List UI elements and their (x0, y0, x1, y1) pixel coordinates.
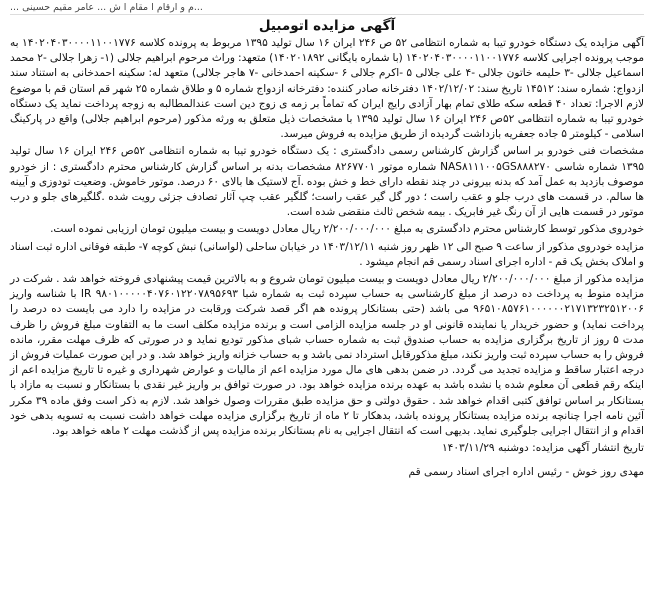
notice-title: آگهی مزایده اتومبیل (258, 18, 396, 34)
notice-paragraph-intro: آگهی مزایده یک دستگاه خودرو تیبا به شماره انتظامی ۵۲ ص ۲۴۶ ایران ۱۶ سال تولید ۱۳۹۵ مربوط به پرونده کلاسه ۱۴۰۲۰۴۰۳۰۰۰۰۱۱۰۰۱۷۷۶ به موجب پرونده اجرایی کلاسه ۱۴۰۲۰۴۰۳۰۰۰۰۱۱۰۰۱۷۷۶ (با شماره بایگانی ۱۴۰۲۰۱۸۹۲) متعهد: وراث مرحوم ابراهیم جلالی (۱- زهرا جلالی -۲ محمد اسماعیل جلالی -۳ حلیمه خاتون جلالی -۴ علی جلالی ۵ -اکرم جلالی ۶ -سکینه احمدخانی -۷ هاجر جلالی) متعهد له: سکینه احمدخانی به استناد سند ازدواج: شماره سند: ۱۴۵۱۲ تاریخ سند: ۱۴۰۲/۱۲/۰۲ دفترخانه صادر کننده: دفترخانه ازدواج شماره ۵ و طلاق شماره ۲۵ شهر قم استان قم با موضوع لازم الاجرا: تعداد ۴۰ قطعه سکه طلای تمام بهار آزادی رایج ایران که تماماً بر زمه ی زوج دین است عندالمطالبه به زوجه پرداخت نماید یک دستگاه خودرو تیبا به شماره انتظامی ۵۲ص ۲۴۶ ایران ۱۶ سال تولید ۱۳۹۵ با مشخصات ذیل متعلق به ورثه مذکور (مرحوم ابراهیم جلالی) واقع در پارکینگ اسلامی - کیلومتر ۵ جاده جعفریه بازداشت گردیده از طریق مزایده به فروش میرسد. (10, 37, 645, 141)
notice-paragraph-auction-time: مزایده خودروی مذکور از ساعت ۹ صبح الی ۱۲ ظهر روز شنبه ۱۴۰۳/۱۲/۱۱ در خیابان ساحلی (لواسانی) نبش کوچه ۷- طبقه فوقانی اداره ثبت اسناد و املاک بخش یک قم - اداره اجرای اسناد رسمی قم انجام میشود . (10, 240, 645, 268)
publish-date: تاریخ انتشار آگهی مزایده: دوشنبه ۱۴۰۳/۱۱/۲۹ (441, 442, 644, 455)
notice-paragraph-valuation: خودروی مذکور توسط کارشناس محترم دادگستری به مبلغ ۲/۲۰۰/۰۰۰/۰۰۰ ریال معادل دویست و بیست میلیون تومان ارزیابی نموده است. (50, 223, 644, 236)
notice-paragraph-specs: مشخصات فنی خودرو بر اساس گزارش کارشناس رسمی دادگستری : یک دستگاه خودرو تیبا به شماره انتظامی ۵۲ص ۲۴۶ ایران ۱۶ سال تولید ۱۳۹۵ شماره شاسی NAS۸۱۱۱۰۰۵GS۸۸۸۲۷۰ شماره موتور ۸۲۶۷۷۰۱ مشخصات بدنه بر اساس گزارش کارشناس محترم دادگستری : از خودرو موصوف بازدید به عمل آمد که بدنه بیرونی در چند نقطه دارای خط و خش بوده .آج لاستیک ها بالای ۶۰ درصد. موتور خاموش. وضعیت تودوزی و آیینه ها سالم. در قسمت های درب جلو و عقب راست ؛ دور گل گیر عقب راست؛ گلگیر عقب چپ آثار تصادف جزئی رویت شده .گلگیرهای جلو و درب موتور در قسمت هایی از آن رنگ غیر فابریک . بیمه شخص ثالث منقضی شده است. (10, 145, 644, 219)
signature-line: مهدی روز خوش - رئیس اداره اجرای اسناد رسمی قم (408, 465, 644, 478)
notice-paragraph-terms: مزایده مذکور از مبلغ ۲/۲۰۰/۰۰۰/۰۰۰ ریال معادل دویست و بیست میلیون تومان شروع و به بالاترین قیمت پیشنهادی فروخته خواهد شد . شرکت در مزایده منوط به پرداخت ده درصد از مبلغ کارشناسی به حساب سپرده ثبت به شماره شبا IR ۹۸۰۱۰۰۰۰۰۴۰۷۶۰۱۲۲۰۷۸۹۵۶۹۳ با شناسه واریز ۹۶۵۱۰۸۵۷۶۱۰۰۰۰۰۰۲۱۷۱۳۲۳۲۵۱۲۰۰۶ می باشد (حتی بستانکار پرونده هم اگر قصد شرکت ورقابت در مزایده را دارد می بایست ده درصد را پرداخت نماید) و حضور خریدار یا نماینده قانونی او در جلسه مزایده الزامی است و برنده مزایده مکلف است ما به التفاوت مبلغ فروش را ظرف مدت ۵ روز از تاریخ برگزاری مزایده به حساب صندوق ثبت به شماره حساب شبای مذکور تودیع نماید و در صورتی که ظرف مهلت مقرر، مانده فروش را به حساب سپرده ثبت واریز نکند، مبلغ مذکورقابل استرداد نمی باشد و به حساب خزانه واریز خواهد شد. و در این صورت عملیات فروش از درجه اعتبار ساقط و مزایده تجدید می گردد. در ضمن بدهی های مال مورد مزایده اعم از مالیات و عوارض شهرداری و غیره تا تاریخ مزایده اعم از اینکه رقم قطعی آن معلوم شده یا نشده باشد به عهده برنده مزایده خواهد بود. در صورت توافق بر واریز غیر نقدی با بستانکار و نسبت به مازاد با بستانکار بر اساس توافق کتبی اقدام خواهد شد . حقوق دولتی و حق مزایده طبق مقررات وصول خواهد شد. لازم به ذکر است وفق ماده ۳۹ مکرر آئین نامه اجرا چنانچه برنده مزایده بستانکار پرونده باشد، بدهکار تا ۲ ماه از تاریخ برگزاری مزایده مهلت خواهد داشت نسبت به تسویه بدهی خود اقدام و از انتقال اجرایی جلوگیری نماید. بدیهی است که انتقال اجرایی به نام بستانکار برنده مزایده پس از گذشت مهلت ۲ ماهه خواهد بود. (10, 273, 645, 438)
cropped-header-text: ...م و ارقام ا مقام ا ش ... عامر مقیم حسینی ... (10, 2, 644, 15)
